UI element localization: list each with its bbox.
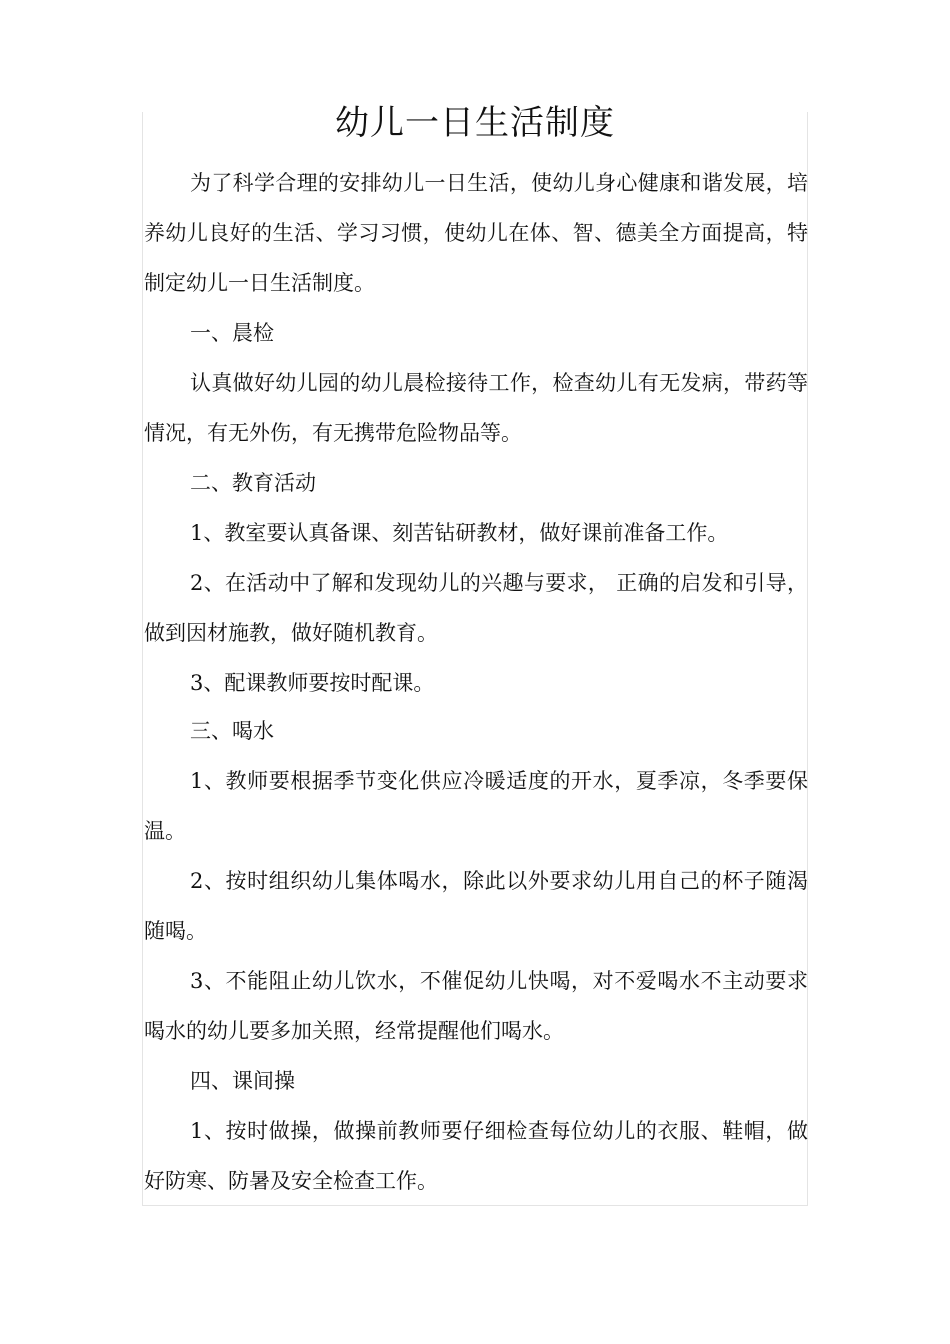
intro-paragraph: 为了科学合理的安排幼儿一日生活，使幼儿身心健康和谐发展，培养幼儿良好的生活、学习习惯，使幼儿在体、智、德美全方面提高，特制定幼儿一日生活制度。 [144, 171, 808, 295]
section-heading-exercise: 四、课间操 [190, 1069, 295, 1093]
education-item-1: 1、教室要认真备课、刻苦钻研教材，做好课前准备工作。 [190, 521, 729, 545]
water-item-2: 2、按时组织幼儿集体喝水，除此以外要求幼儿用自己的杯子随渴随喝。 [144, 869, 808, 943]
exercise-item-1: 1、按时做操，做操前教师要仔细检查每位幼儿的衣服、鞋帽，做好防寒、防暑及安全检查工作。 [144, 1119, 808, 1193]
section-heading-morning-check: 一、晨检 [190, 321, 274, 345]
document-title: 幼儿一日生活制度 [335, 103, 615, 143]
section-heading-drinking-water: 三、喝水 [190, 719, 274, 743]
water-item-3: 3、不能阻止幼儿饮水，不催促幼儿快喝，对不爱喝水不主动要求喝水的幼儿要多加关照，经常提醒他们喝水。 [144, 969, 808, 1043]
education-item-3: 3、配课教师要按时配课。 [190, 671, 435, 695]
section-heading-education: 二、教育活动 [190, 471, 316, 495]
education-item-2: 2、在活动中了解和发现幼儿的兴趣与要求， 正确的启发和引导，做到因材施教，做好随机教育。 [144, 571, 808, 645]
morning-check-paragraph: 认真做好幼儿园的幼儿晨检接待工作，检查幼儿有无发病，带药等情况，有无外伤，有无携带危险物品等。 [144, 371, 808, 445]
water-item-1: 1、教师要根据季节变化供应冷暖适度的开水，夏季凉，冬季要保温。 [144, 769, 808, 843]
